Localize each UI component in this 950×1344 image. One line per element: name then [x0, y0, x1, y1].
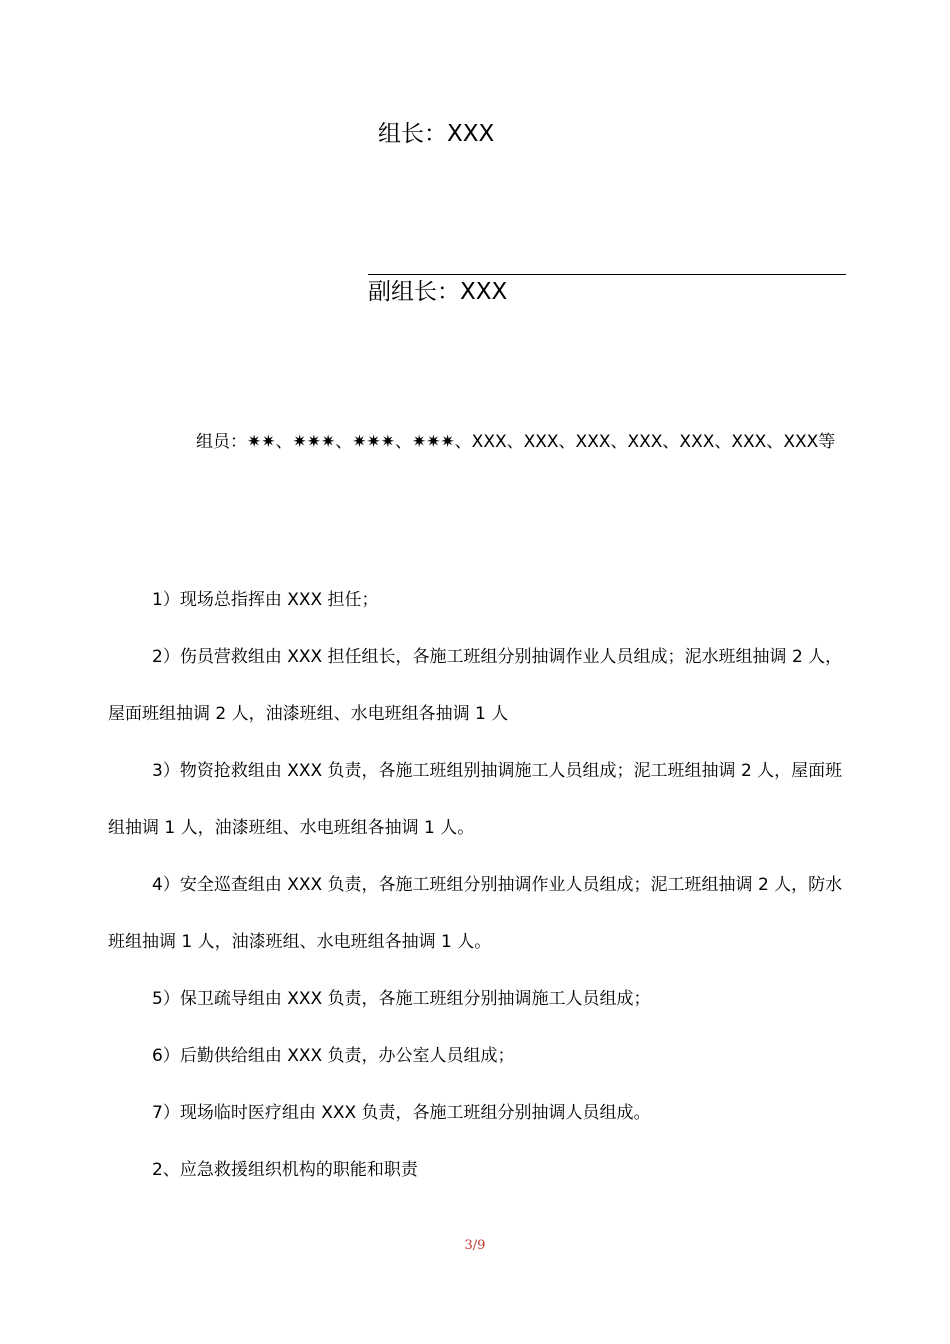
divider-line	[368, 274, 846, 275]
section-heading: 2、应急救援组织机构的职能和职责	[152, 1160, 418, 1180]
list-item-6: 6）后勤供给组由 XXX 负责，办公室人员组成；	[152, 1046, 515, 1066]
list-item-1: 1）现场总指挥由 XXX 担任；	[152, 590, 379, 610]
group-leader-line: 组长：XXX	[378, 121, 495, 147]
list-item-3: 3）物资抢救组由 XXX 负责，各施工班组别抽调施工人员组成；泥工班组抽调 2 人，屋面班组抽调 1 人，油漆班组、水电班组各抽调 1 人。	[108, 761, 843, 838]
list-item-4: 4）安全巡查组由 XXX 负责，各施工班组分别抽调作业人员组成；泥工班组抽调 2 人，防水班组抽调 1 人，油漆班组、水电班组各抽调 1 人。	[108, 875, 843, 952]
deputy-leader-line: 副组长：XXX	[368, 279, 508, 305]
list-item-7: 7）现场临时医疗组由 XXX 负责，各施工班组分别抽调人员组成。	[152, 1103, 651, 1123]
page-number: 3/9	[464, 1238, 486, 1253]
group-members-line: 组员：✷✷、✷✷✷、✷✷✷、✷✷✷、XXX、XXX、XXX、XXX、XXX、XXX、XXX等	[196, 432, 836, 452]
list-item-5: 5）保卫疏导组由 XXX 负责，各施工班组分别抽调施工人员组成；	[152, 989, 651, 1009]
list-item-2: 2）伤员营救组由 XXX 担任组长，各施工班组分别抽调作业人员组成；泥水班组抽调 2 人，屋面班组抽调 2 人，油漆班组、水电班组各抽调 1 人	[108, 647, 843, 724]
